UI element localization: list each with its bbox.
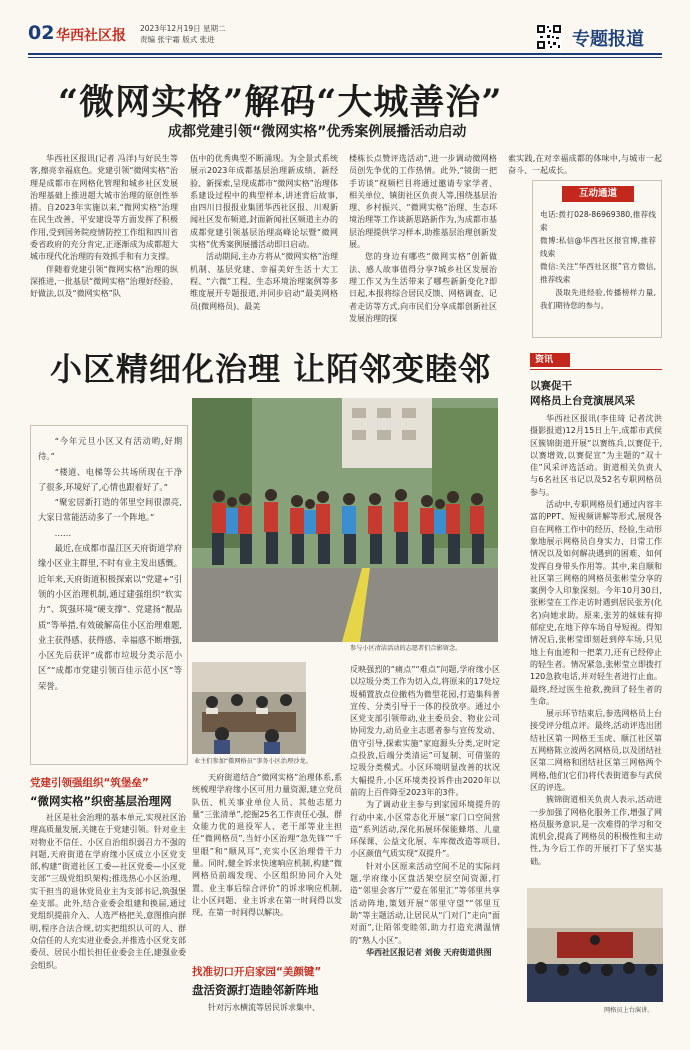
article1-column-1: [30, 153, 178, 301]
speech-photo-illustration: [527, 888, 663, 1002]
interaction-box-title: 互动通道: [562, 186, 634, 202]
article1-column-4: [508, 153, 662, 178]
right-middle-para: 针对小区原来活动空间不足的实际问题,学府缘小区盘活架空层空间资源,打造“邻里会客厅”“爱在邻里汇”等邻里共享活动阵地,策划开展“邻里守望”“邻里互助”等主题活动,让居民从“门对门”走向“面对面”,让陌邻变睦邻,助力打造充满温情的“熟人小区”。: [350, 861, 500, 945]
volunteers-group-photo: [192, 398, 498, 642]
section-a-title: “微网实格”织密基层治理网: [30, 794, 172, 808]
news-tag: 资讯: [530, 353, 570, 367]
right-middle-para: 为了调动业主参与到家园环境提升的行动中来,小区常态化开展“家门口空间营造”系列活动,深化拓展环保能蜂塔、儿童环保课、公益文化展、车库微改造等项目,小区颜值气质实现“双提升”。: [350, 800, 500, 859]
article1-para: 索实践,在对幸福成都的体味中,与城市一起奋斗、一起成长。: [508, 154, 662, 176]
article2-byline: 华西社区报记者 刘俊 天府街道供图: [366, 947, 492, 957]
quote-ellipsis: ……: [54, 527, 72, 538]
header-divider: [28, 53, 662, 55]
news-para: 活动中,专职网格员们通过内容丰富的PPT、短视频讲解等形式,展现各自在网格工作中的经历、经验,生动形象地展示网格员自身实力、日常工作情况以及如何解决遇到的困难、如何发挥自身带头作用等。其中,来自顺和社区第三网格的网格员张彬莹分享的案例令人印象深刻。今年10月30日,张彬莹在工作走访时遇到居民张芳(化名)向她求助。原来,张芳的妹妹有抑郁症史,在地下停车场自导短视。得知情况后,张彬莹即刻赶到停车场,只见地上有血迹和一把菜刀,还有已经停止的轻生者。情况紧急,张彬莹立即拨打120急救电话,并对轻生者进行止血。最终,经过医生抢救,挽回了轻生者的生命。: [530, 500, 662, 706]
header-meta: [140, 23, 226, 45]
contact-phone: 电话:拨打028-86969380,推荐线索: [540, 210, 656, 232]
main-subheadline: 成都党建引领“微网实格”优秀案例展播活动启动: [168, 124, 467, 140]
article1-column-3: [349, 153, 497, 325]
middle-kicker: 找准切口开启家园“美颜键”: [192, 966, 322, 978]
main-headline: “微网实格”解码“大城善治”: [58, 82, 503, 123]
quote-box-summary: 最近,在成都市温江区天府街道学府缘小区业主群里,不时有业主发出感慨。近年来,天府街道积极探索以“党建+”引领的小区治理机制,通过建强组织“软实力”、筑强环境“硬支撑”、党建扬“靓品质”等举措,有效破解高住小区治理难题,业主获得感、获得感、幸福感不断增强,小区先后获评“成都市垃圾分类示范小区”“成都市党建引领百佳示范小区”等荣誉。: [38, 543, 182, 691]
salon-photo: [192, 662, 306, 754]
quote-box-text: [38, 434, 182, 694]
news-body: [530, 413, 662, 868]
contact-wechat: 微信:关注“华西社区报”官方微信,推荐线索: [540, 262, 656, 284]
article1-para: 华西社区报讯(记者 冯洋)与好民生等客,擦亮幸福底色。党建引领“微网实格”治理是成都市在网格化管理和城乡社区发展治理基础上推进超大城市治理的原创性举措。自2023年实施以来,“微网实格”治理在民生改善、平安建设等方面发挥了积极作用,受到国务院疫情防控工作组和四川省委省政府的充分肯定,正逐渐成为成都超大城市现代化治理的有效抓手和有力支撑。: [30, 154, 178, 262]
right-middle-para: 反映强烈的“痛点”“难点”问题,学府缘小区以垃圾分类工作为切入点,将原来的17处垃圾桶置放点位撤档为微型花园,打造集科普宣传、分类引导于一体的投放亭。通过小区党支部引领带动,业主委员会、物业公司协同发力,动员业主志愿者参与宣传发动、值守引导,探索实施“家庭源头分类,定时定点投放,后端分类清运”可复制、可借鉴的垃圾分类模式。小区环境明显改善的状况大幅提升,小区环境类投诉件由2020年以前的上百件降至2023年的3件。: [350, 665, 500, 797]
news-tag-divider: [530, 369, 662, 370]
article2-headline: 小区精细化治理 让陌邻变睦邻: [50, 350, 492, 388]
middle-column-body-2: 针对污水横流等居民诉求集中、: [208, 1003, 320, 1012]
article1-para: 伴随着党建引领“微网实格”治理的纵深推进,一批基层“微网实格”治理好经验、好做法,以及“微网实格”队: [30, 264, 178, 299]
interaction-closing: 汲取先进经验,传播榜样力量,我们期待您的参与。: [540, 288, 656, 310]
qr-code-icon: [536, 24, 562, 50]
section-a-kicker: 党建引领强组织“筑堡垒”: [30, 777, 149, 789]
news-kicker: 以赛促干: [530, 380, 572, 392]
newspaper-logo: 华西社区报: [56, 28, 126, 44]
header-divider-thin: [28, 57, 662, 58]
news-para: 华西社区报讯(李佳琦 记者沈洪 摄影报道)12月15日上午,成都市武侯区簇锦街道开展“以赛练兵,以赛促干,以赛增效,以赛促宣”为主题的“双十佳”风采评选活动。街道相关负责人与6名社区书记以及52名专职网格员参与。: [530, 414, 662, 497]
article1-para: 楼栋长点赞评选活动”,进一步调动微网格员创先争优的工作热情。此外,“镜街一把手访谈”视频栏目将通过邀请专家学者、相关单位、镇街社区负责人等,围绕基层治理、乡村振兴、“微网实格”治理、生态环境治理等工作谈新思路新作为,为成都市基层治理提供学习样本,助推基层治理创新发展。: [349, 154, 497, 250]
interaction-box-body: [540, 208, 656, 312]
volunteers-photo-illustration: [192, 398, 498, 642]
news-para: 展示环节结束后,参选网格员上台接受评分组点评。最终,活动评选出团结社区第一网格王玉虎、顺江社区第五网格陈立波两名网格员,以及团结社区第二网格和团结社区第三网格两个网格,他们(它们)将代表街道参与武侯区的评选。: [530, 709, 662, 792]
resident-quote: “今年元旦小区又有活动哟,好期待。”: [38, 436, 182, 462]
resident-quote: “楼道、电梯等公共场所现在干净了很多,环境好了,心情也跟着好了。”: [38, 466, 182, 492]
contact-weibo: 微博:私信@华西社区报官博,推荐线索: [540, 236, 656, 258]
resident-quote: “聚宏居新打造的邻里空间很漂亮,大家日常能活动多了一个阵地。”: [38, 497, 182, 523]
photo3-caption: 网格员上台演讲。: [604, 1007, 654, 1014]
middle-column-body: 天府街道结合“微网实格”治理体系,系统梳理学府缘小区可用力量资源,建立党员队伍、机关事业单位人员、其他志愿力量“三张清单”,挖掘25名工作责任心强、群众能力优的退役军人、老干部等业主担任“微网格员”,当好小区治理“急先锋”“千里眼”和“顺风耳”,充实小区治理骨干力量。同时,健全诉求快速响应机制,构建“微网格员前端发现、小区组织协同介入处置、业主事后综合评价”的诉求响应机制,让小区问题、业主诉求在第一时间得以发现、在第一时间得以解决。: [192, 773, 342, 918]
right-middle-column: [350, 664, 500, 959]
article1-para: 您的身边有哪些“微网实格”创新做法、感人故事值得分享?城乡社区发展治理工作又为生活带来了哪些新新变化?即日起,本报将综合居民反馈、网格调查、记者走访等方式,向市民们分享成都创新社区发展治理的探: [349, 252, 497, 323]
news-title: 网格员上台竞演展风采: [530, 395, 635, 407]
article1-para: 伍中的优秀典型不断涌现。为全景式系统展示2023年成都基层治理新成绩、新经验、新探索,呈现成都市“微网实格”治理体系建设过程中的典型样本,讲述背后故事,由四川日报报业集团华西社区报、川观新闻社区发布频道,封面新闻社区频道主办的成都党建引领基层治理高峰论坛暨“微网实格”优秀案例展播活动即日启动。: [190, 154, 338, 250]
issue-date: 2023年12月19日 星期二: [140, 24, 226, 33]
speech-photo: [527, 888, 663, 1002]
salon-photo-illustration: [192, 662, 306, 754]
section-title: 专题报道: [572, 29, 644, 50]
photo2-caption: 业主们参加“微网格员”事务小区治理沙龙。: [194, 758, 312, 765]
article1-column-2: [190, 153, 338, 313]
news-para: 簇锦街道相关负责人表示,活动进一步加强了网格化服务工作,增强了网格员服务意识,是一次难得的学习和交流机会,提高了网格员的积极性和主动性,为今后工作的开展打下了坚实基础。: [530, 795, 662, 866]
middle-title: 盘活资源打造睦邻新阵地: [192, 983, 319, 997]
photo1-caption: 参与小区清洁活动的志愿者们合影留念。: [350, 645, 462, 652]
section-a-body: 社区是社会治理的基本单元,实现社区治理高质量发展,关键在于党建引领。针对业主对物业不信任、小区自治组织弱召力不强的问题,天府街道在学府缘小区成立小区党支部,构建“街道社区工委—社区党委—小区党支部”三级党组织架构;推选热心小区治理、实干担当的退休党员业主为支部书记,筑强堡垒支部。此外,结合业委会组建和换届,通过党组织提前介入、人选严格把关,意图推向群明,程序合法合规,切实把组织认可的人、群众信任的人充实进业委会,并推选小区党支部委员、居民小组长担任业委会主任,建强业委会组织。: [30, 813, 186, 970]
article1-para: 活动期间,主办方将从“微网实格”治理机制、基层党建、幸福美好生活十大工程、“六微”工程、生态环境治理案例等多维度展开专题报道,并同步启动“最美网格员(微网格员)、最美: [190, 252, 338, 311]
editor-credits: 责编 张宇霜 版式 张进: [140, 35, 215, 44]
page-number: 02: [28, 22, 55, 44]
